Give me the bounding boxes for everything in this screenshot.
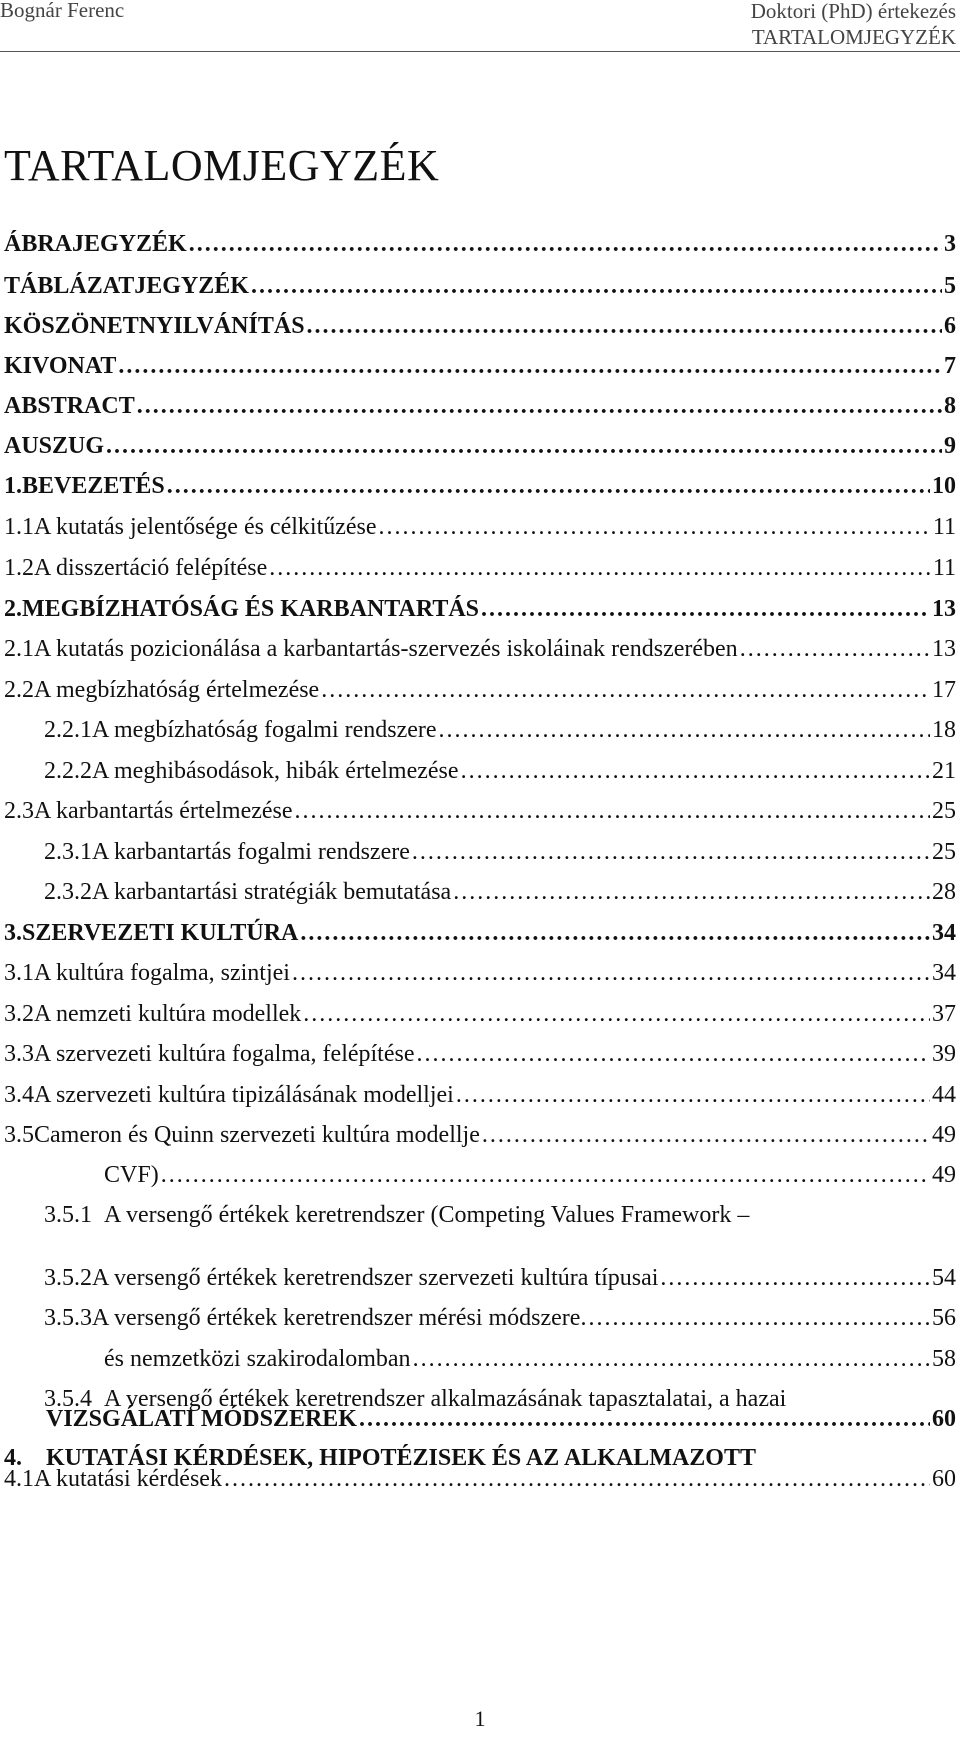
toc-entry-title: KÖSZÖNETNYILVÁNÍTÁS — [4, 313, 305, 339]
toc-dot-leader — [588, 1304, 930, 1332]
toc-entry-title: A kutatás jelentősége és célkitűzése — [34, 514, 377, 540]
toc-dot-leader — [660, 1264, 930, 1292]
toc-page-number: 58 — [932, 1346, 956, 1372]
toc-page-number: 18 — [932, 717, 956, 743]
toc-entry-number: 3.5.4 — [44, 1386, 92, 1412]
toc-dot-leader — [413, 1345, 930, 1373]
toc-page-number: 17 — [932, 677, 956, 703]
toc-dot-leader — [300, 919, 930, 947]
toc-dot-leader — [461, 757, 930, 785]
toc-entry-number: 3.3 — [4, 1041, 34, 1067]
toc-entry-number: 2.2 — [4, 677, 34, 703]
toc-entry-title: A karbantartási stratégiák bemutatása — [92, 879, 452, 905]
toc-entry-title: A szervezeti kultúra fogalma, felépítése — [34, 1041, 415, 1067]
toc-entry-title: A megbízhatóság értelmezése — [34, 677, 320, 703]
page-number: 1 — [474, 1706, 486, 1731]
toc-entry-number: 3.1 — [4, 960, 34, 986]
toc-dot-leader — [453, 878, 930, 906]
toc-page-number: 25 — [932, 839, 956, 865]
toc-entry-title: A disszertáció felépítése — [34, 555, 268, 581]
toc-dot-leader — [379, 513, 931, 541]
toc-entry-title: A kutatás pozicionálása a karbantartás-szervezés iskoláinak rendszerében — [34, 636, 738, 662]
toc-page-number: 54 — [932, 1265, 956, 1291]
toc-page-number: 34 — [932, 960, 956, 986]
toc-dot-leader — [167, 472, 930, 500]
header-right — [751, 0, 956, 50]
toc-entry-number: 1. — [4, 473, 22, 499]
toc-page-number: 37 — [932, 1001, 956, 1027]
toc-entry-title: KUTATÁSI KÉRDÉSEK, HIPOTÉZISEK ÉS AZ ALKALMAZOTT — [46, 1445, 756, 1471]
toc-page-number: 10 — [932, 473, 956, 499]
header-author: Bognár Ferenc — [0, 0, 125, 22]
toc-entry-title: A kutatási kérdések — [34, 1466, 222, 1492]
toc-page-number: 21 — [932, 758, 956, 784]
toc-dot-leader — [224, 1465, 930, 1493]
toc-dot-leader — [439, 716, 930, 744]
toc-entry-number: 2.3.2 — [44, 879, 92, 905]
toc-page-number: 49 — [932, 1162, 956, 1188]
toc-page-number: 11 — [932, 514, 956, 540]
toc-dot-leader — [118, 352, 942, 380]
toc-dot-leader — [456, 1081, 930, 1109]
toc-entry-title: Cameron és Quinn szervezeti kultúra modellje — [34, 1122, 480, 1148]
toc-entry-title: A karbantartás értelmezése — [34, 798, 293, 824]
toc-entry-title: A versengő értékek keretrendszer mérési módszere. — [92, 1305, 587, 1331]
toc-page-number: 9 — [944, 433, 956, 459]
toc-entry-title: MEGBÍZHATÓSÁG ÉS KARBANTARTÁS — [22, 596, 480, 622]
toc-page-number: 49 — [932, 1122, 956, 1148]
toc-entry-title: A versengő értékek keretrendszer szervezeti kultúra típusai — [92, 1265, 659, 1291]
header-section: TARTALOMJEGYZÉK — [751, 25, 956, 49]
toc-entry-title: SZERVEZETI KULTÚRA — [22, 920, 299, 946]
toc-entry-number: 3.5.3 — [44, 1305, 92, 1331]
toc-page-number: 39 — [932, 1041, 956, 1067]
toc-entry-title: BEVEZETÉS — [22, 473, 165, 499]
toc-page-number: 56 — [932, 1305, 956, 1331]
toc-page-number: 13 — [932, 636, 956, 662]
toc-dot-leader — [303, 1000, 930, 1028]
toc-entry-number: 2.3 — [4, 798, 34, 824]
toc-dot-leader — [321, 676, 930, 704]
toc-page-number: 28 — [932, 879, 956, 905]
toc-dot-leader — [417, 1040, 931, 1068]
toc-entry-title: A kultúra fogalma, szintjei — [34, 960, 290, 986]
toc-entry-number: 3. — [4, 920, 22, 946]
toc-entry-title: ÁBRAJEGYZÉK — [4, 231, 187, 257]
toc-entry-number: 3.2 — [4, 1001, 34, 1027]
page-header — [0, 0, 960, 50]
toc-dot-leader — [161, 1161, 930, 1189]
toc-dot-leader — [482, 1121, 930, 1149]
toc-entry-number: 2.3.1 — [44, 839, 92, 865]
toc-entry-title: CVF) — [104, 1162, 159, 1188]
toc-dot-leader — [189, 230, 942, 258]
toc-entry-number: 1.2 — [4, 555, 34, 581]
toc-entry-title: A karbantartás fogalmi rendszere — [92, 839, 410, 865]
toc-entry-number: 3.5.2 — [44, 1265, 92, 1291]
toc-page-number: 3 — [944, 231, 956, 257]
toc-entry-title: A megbízhatóság fogalmi rendszere — [92, 717, 437, 743]
toc-entry-number: 3.5 — [4, 1122, 34, 1148]
toc-entry-title: A nemzeti kultúra modellek — [34, 1001, 302, 1027]
toc-page-number: 6 — [944, 313, 956, 339]
toc-entry-number: 1.1 — [4, 514, 34, 540]
toc-dot-leader — [412, 838, 930, 866]
header-doc-type: Doktori (PhD) értekezés — [750, 0, 956, 23]
toc-entry-number: 2.2.1 — [44, 717, 92, 743]
toc-entry-title: ABSTRACT — [4, 393, 135, 419]
page-title: TARTALOMJEGYZÉK — [4, 141, 440, 190]
toc-entry-title: A szervezeti kultúra tipizálásának modelljei — [34, 1082, 454, 1108]
toc-entry-number: 3.4 — [4, 1082, 34, 1108]
toc-entry-title: A versengő értékek keretrendszer alkalmazásának tapasztalatai, a hazai — [104, 1386, 787, 1412]
toc-dot-leader — [740, 635, 930, 663]
toc-dot-leader — [292, 959, 930, 987]
toc-entry-number: 2.1 — [4, 636, 34, 662]
toc-page-number: 60 — [932, 1406, 956, 1432]
toc-entry-number: 2.2.2 — [44, 758, 92, 784]
toc-page-number: 7 — [944, 353, 956, 379]
toc-page-number: 13 — [932, 596, 956, 622]
toc-entry-number: 4. — [4, 1445, 22, 1471]
toc-entry-title: és nemzetközi szakirodalomban — [104, 1346, 411, 1372]
toc-page-number: 34 — [932, 920, 956, 946]
toc-page-number: 11 — [932, 555, 956, 581]
toc-entry-title: KIVONAT — [4, 353, 117, 379]
toc-page-number: 44 — [932, 1082, 956, 1108]
toc-dot-leader — [269, 554, 931, 582]
toc-dot-leader — [106, 432, 942, 460]
toc-dot-leader — [307, 312, 942, 340]
toc-entry-number: 2. — [4, 596, 22, 622]
toc-entry-number: 4.1 — [4, 1466, 34, 1492]
toc-entry-title: A versengő értékek keretrendszer (Competing Values Framework – — [104, 1202, 750, 1228]
toc-entry-title: AUSZUG — [4, 433, 105, 459]
toc-entry-title: VIZSGÁLATI MÓDSZEREK — [46, 1406, 357, 1432]
toc-page-number: 25 — [932, 798, 956, 824]
toc-page-number: 60 — [932, 1466, 956, 1492]
toc-entry-title: TÁBLÁZATJEGYZÉK — [4, 273, 249, 299]
toc-page-number: 5 — [944, 273, 956, 299]
toc-entry-number: 3.5.1 — [44, 1202, 92, 1228]
toc-dot-leader — [295, 797, 930, 825]
toc-dot-leader — [481, 595, 930, 623]
toc-dot-leader — [359, 1405, 930, 1433]
toc-dot-leader — [251, 272, 942, 300]
header-divider — [0, 51, 960, 52]
toc-page-number: 8 — [944, 393, 956, 419]
toc-entry-title: A meghibásodások, hibák értelmezése — [92, 758, 459, 784]
toc-dot-leader — [137, 392, 942, 420]
